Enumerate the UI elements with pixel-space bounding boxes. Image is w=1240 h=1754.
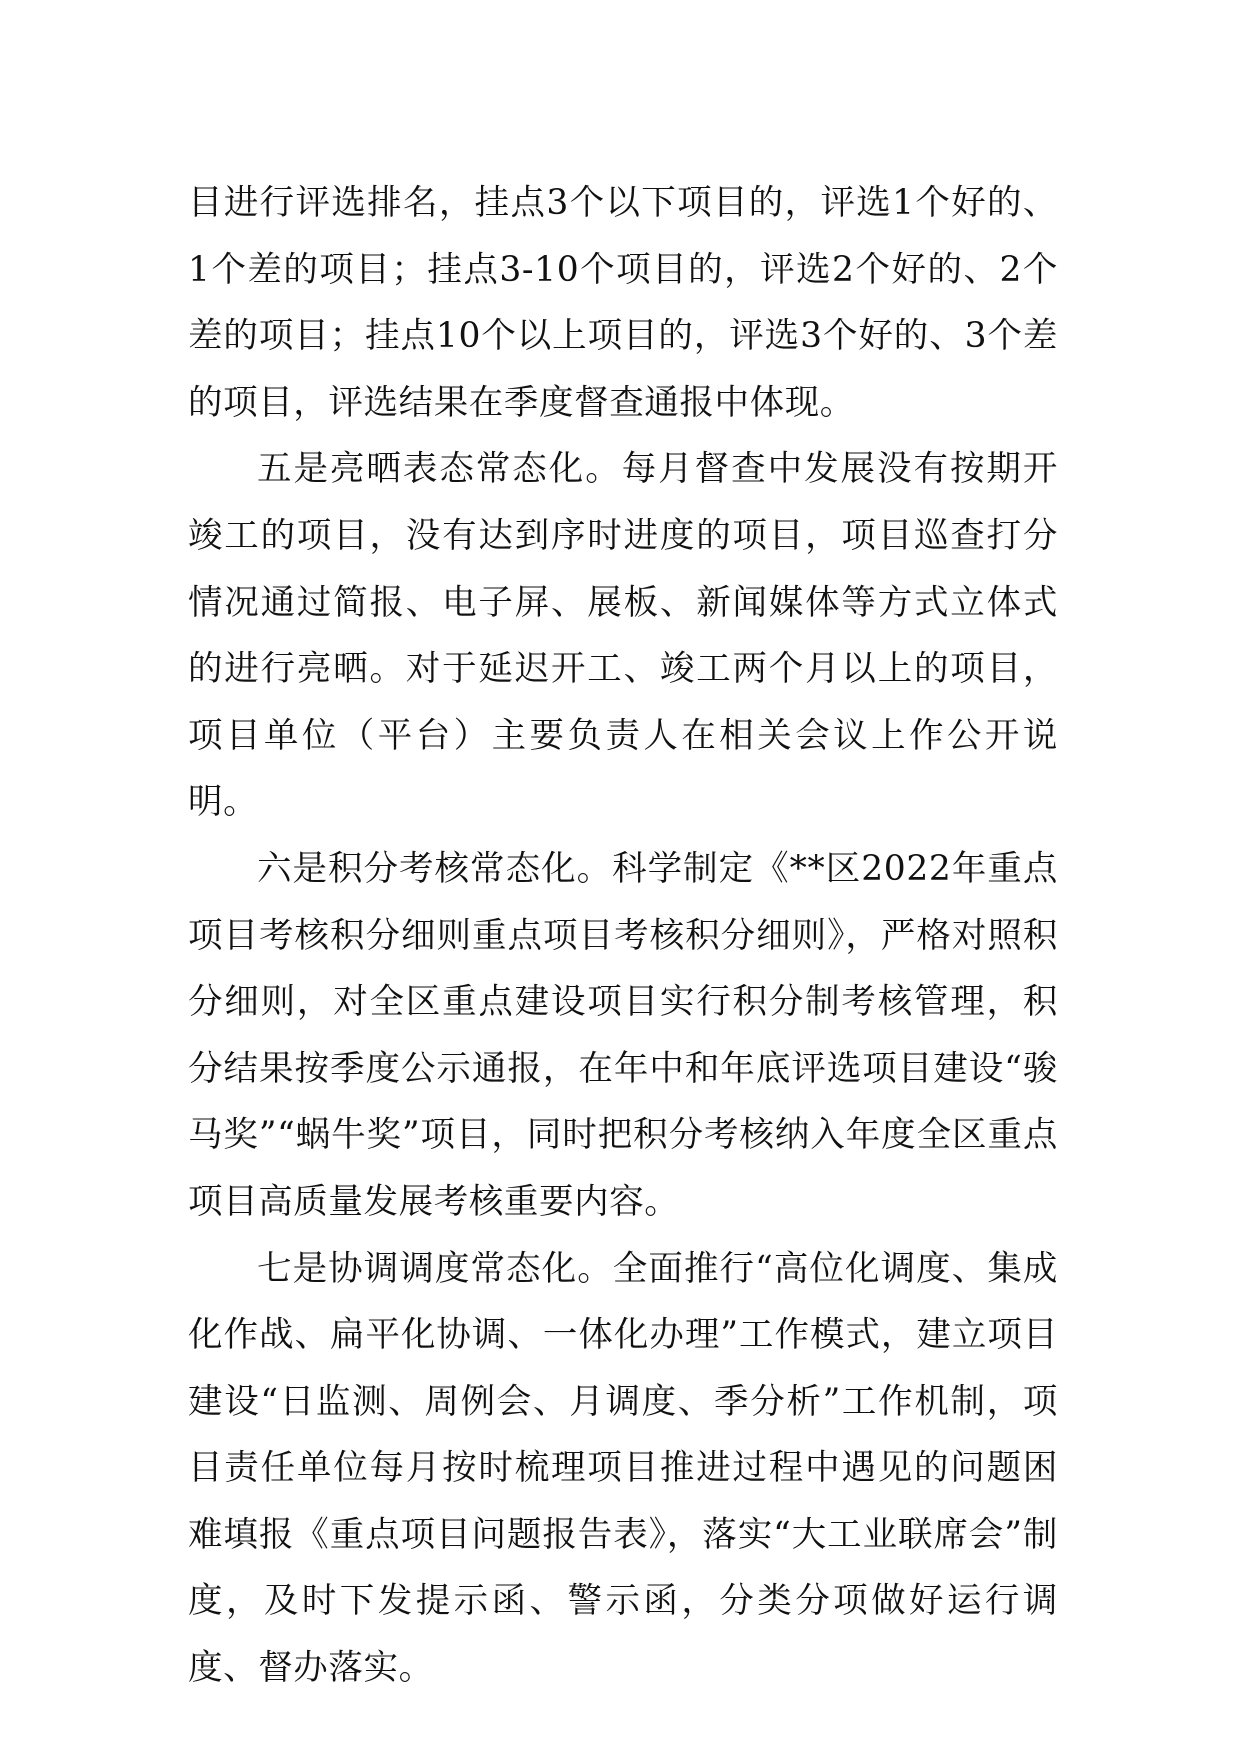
paragraph-selection-ranking: 目进行评选排名，挂点3个以下项目的，评选1个好的、1个差的项目；挂点3-10个项目的，评选2个好的、2个差的项目；挂点10个以上项目的，评选3个好的、3个差的项目，评选结果在季度督查通报中体现。 [188, 183, 1058, 423]
paragraph-five-public-disclosure: 五是亮晒表态常态化。每月督查中发展没有按期开竣工的项目，没有达到序时进度的项目，项目巡查打分情况通过简报、电子屏、展板、新闻媒体等方式立体式的进行亮晒。对于延迟开工、竣工两个月以上的项目，项目单位（平台）主要负责人在相关会议上作公开说明。 [188, 449, 1058, 823]
document-body [188, 170, 1058, 1702]
paragraph-seven-coordination: 七是协调调度常态化。全面推行“高位化调度、集成化作战、扁平化协调、一体化办理”工作模式，建立项目建设“日监测、周例会、月调度、季分析”工作机制，项目责任单位每月按时梳理项目推进过程中遇见的问题困难填报《重点项目问题报告表》，落实“大工业联席会”制度，及时下发提示函、警示函，分类分项做好运行调度、督办落实。 [188, 1248, 1058, 1689]
paragraph-six-points-assessment: 六是积分考核常态化。科学制定《**区2022年重点项目考核积分细则重点项目考核积分细则》，严格对照积分细则，对全区重点建设项目实行积分制考核管理，积分结果按季度公示通报，在年中和年底评选项目建设“骏马奖”“蜗牛奖”项目，同时把积分考核纳入年度全区重点项目高质量发展考核重要内容。 [188, 848, 1058, 1222]
